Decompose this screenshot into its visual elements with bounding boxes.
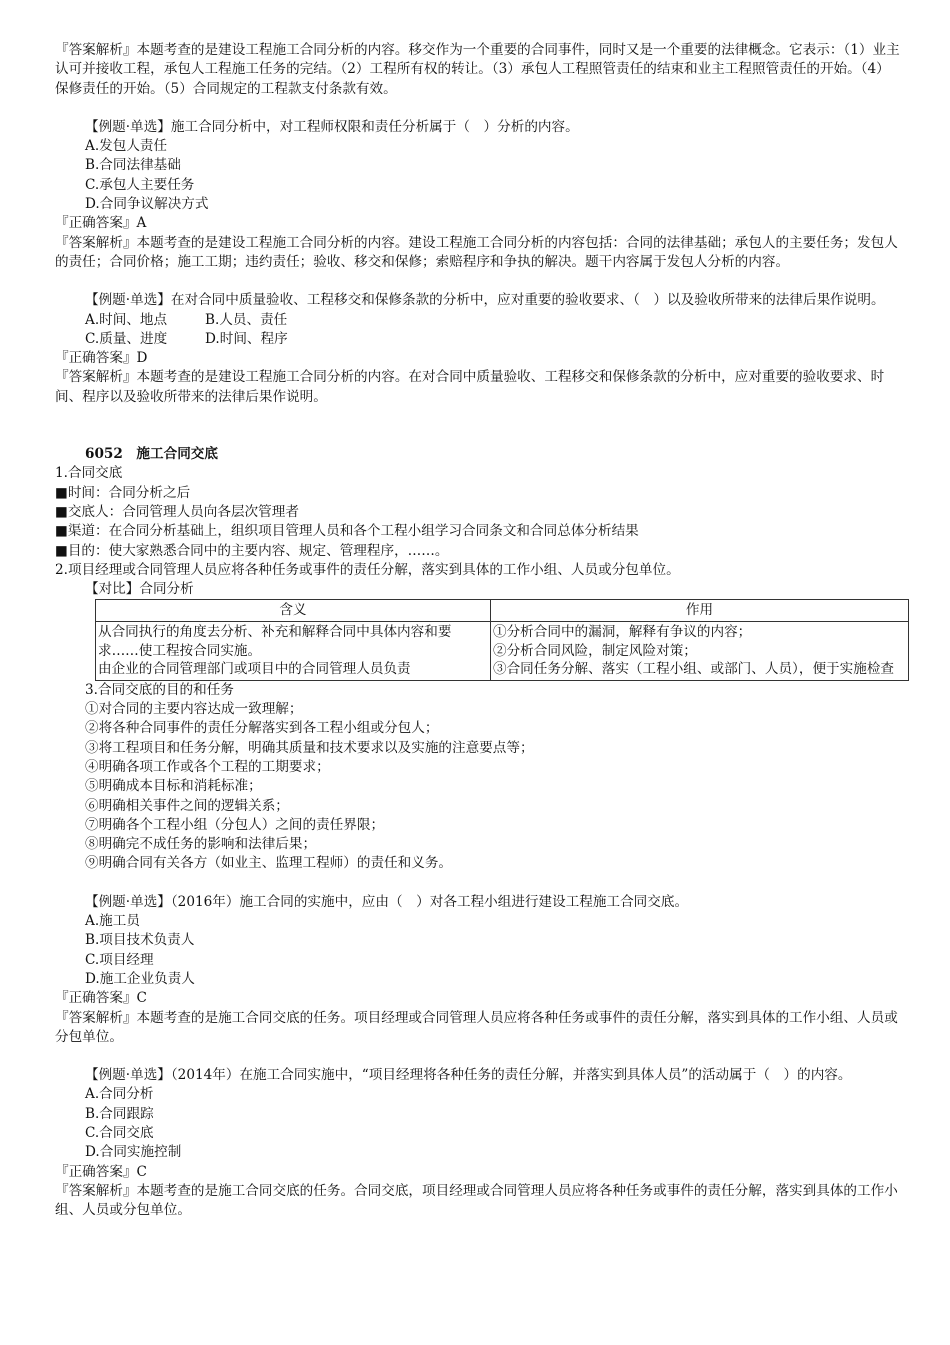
answer-analysis: 『答案解析』本题考查的是建设工程施工合同分析的内容。建设工程施工合同分析的内容包括：合同的法律基础；承包人的主要任务；发包人的责任；合同价格；施工工期；违约责任；验收、移交和保修；索赔程序和争执的解决。题干内容属于发包人分析的内容。 xyxy=(55,234,898,270)
cell-line: ②分析合同风险，制定风险对策； xyxy=(493,642,697,659)
correct-answer: 『正确答案』C xyxy=(55,1163,147,1180)
question-text: 【例题·单选】（2016年）施工合同的实施中，应由（ ）对各工程小组进行建设工程施工合同交底。 xyxy=(85,893,689,910)
subsection-title: 1.合同交底 xyxy=(55,465,123,482)
table-row xyxy=(96,622,909,681)
option: B.合同跟踪 xyxy=(85,1105,154,1122)
cell-line: 从合同执行的角度去分析、补充和解释合同中具体内容和要求……使工程按合同实施。 xyxy=(98,624,452,659)
subsection-title: 3.合同交底的目的和任务 xyxy=(85,681,234,698)
goal-item: ③将工程项目和任务分解，明确其质量和技术要求以及实施的注意要点等； xyxy=(85,739,534,756)
option: B.人员、责任 xyxy=(205,311,288,328)
bullet-item: ■交底人：合同管理人员向各层次管理者 xyxy=(55,503,299,520)
question-text: 【例题·单选】施工合同分析中，对工程师权限和责任分析属于（ ）分析的内容。 xyxy=(85,118,579,135)
answer-analysis: 『答案解析』本题考查的是施工合同交底的任务。合同交底，项目经理或合同管理人员应将各种任务或事件的责任分解，落实到具体的工作小组、人员或分包单位。 xyxy=(55,1182,898,1219)
goal-item: ⑦明确各个工程小组（分包人）之间的责任界限； xyxy=(85,816,385,833)
bullet-item: ■时间：合同分析之后 xyxy=(55,484,191,501)
table-header-row xyxy=(96,600,909,622)
goal-item: ④明确各项工作或各个工程的工期要求； xyxy=(85,758,330,775)
option: C.项目经理 xyxy=(85,951,154,968)
bullet-item: ■渠道：在合同分析基础上，组织项目管理人员和各个工程小组学习合同条文和合同总体分析结果 xyxy=(55,523,639,540)
option: D.时间、程序 xyxy=(205,330,288,347)
answer-analysis: 『答案解析』本题考查的是建设工程施工合同分析的内容。在对合同中质量验收、工程移交和保修条款的分析中，应对重要的验收要求、时间、程序以及验收所带来的法律后果作说明。 xyxy=(55,369,885,405)
goal-item: ②将各种合同事件的责任分解落实到各工程小组或分包人； xyxy=(85,720,439,737)
question-text: 【例题·单选】在对合同中质量验收、工程移交和保修条款的分析中，应对重要的验收要求、（ ）以及验收所带来的法律后果作说明。 xyxy=(85,292,885,309)
option: A.发包人责任 xyxy=(85,138,168,155)
correct-answer: 『正确答案』C xyxy=(55,990,147,1007)
goal-item: ⑤明确成本目标和消耗标准； xyxy=(85,778,262,795)
option: A.合同分析 xyxy=(85,1086,154,1103)
comparison-table xyxy=(95,599,909,680)
bullet-item: ■目的：使大家熟悉合同中的主要内容、规定、管理程序，……。 xyxy=(55,542,449,559)
option: D.施工企业负责人 xyxy=(85,970,195,987)
option-row xyxy=(55,330,900,349)
cell-line: ①分析合同中的漏洞，解释有争议的内容； xyxy=(493,624,752,641)
answer-analysis: 『答案解析』本题考查的是建设工程施工合同分析的内容。移交作为一个重要的合同事件，同时又是一个重要的法律概念。它表示：（1）业主认可并接收工程，承包人工程施工任务的完结。（2）工程所有权的转让。（3）承包人工程照管责任的结束和业主工程照管责任的开始。（4）保修责任的开始。（5）合同规定的工程款支付条款有效。 xyxy=(55,42,900,97)
compare-label: 【对比】合同分析 xyxy=(85,581,194,598)
subsection-item: 2.项目经理或合同管理人员应将各种任务或事件的责任分解，落实到具体的工作小组、人员或分包单位。 xyxy=(55,561,680,578)
correct-answer: 『正确答案』A xyxy=(55,215,147,232)
option: C.质量、进度 xyxy=(85,330,168,347)
table-header: 作用 xyxy=(491,600,909,622)
table-cell-meaning xyxy=(96,622,491,681)
section-heading: 6052 施工合同交底 xyxy=(85,446,218,463)
option: B.合同法律基础 xyxy=(85,157,181,174)
option: C.承包人主要任务 xyxy=(85,176,195,193)
option: C.合同交底 xyxy=(85,1125,154,1142)
table-header: 含义 xyxy=(96,600,491,622)
goal-item: ⑨明确合同有关各方（如业主、监理工程师）的责任和义务。 xyxy=(85,855,453,872)
option: B.项目技术负责人 xyxy=(85,932,195,949)
option: A.施工员 xyxy=(85,913,140,930)
cell-line: 由企业的合同管理部门或项目中的合同管理人员负责 xyxy=(98,661,411,678)
cell-line: ③合同任务分解、落实（工程小组、或部门、人员），便于实施检查 xyxy=(493,661,895,678)
option: D.合同争议解决方式 xyxy=(85,196,209,213)
goal-item: ⑧明确完不成任务的影响和法律后果； xyxy=(85,836,317,853)
document-page xyxy=(55,41,900,1221)
option: D.合同实施控制 xyxy=(85,1144,182,1161)
option-row xyxy=(55,311,900,330)
goal-item: ①对合同的主要内容达成一致理解； xyxy=(85,701,303,718)
table-cell-function xyxy=(491,622,909,681)
correct-answer: 『正确答案』D xyxy=(55,350,148,367)
goal-item: ⑥明确相关事件之间的逻辑关系； xyxy=(85,797,289,814)
question-text: 【例题·单选】（2014年）在施工合同实施中，“项目经理将各种任务的责任分解，并落实到具体人员”的活动属于（ ）的内容。 xyxy=(85,1067,852,1084)
option: A.时间、地点 xyxy=(85,311,168,328)
answer-analysis: 『答案解析』本题考查的是施工合同交底的任务。项目经理或合同管理人员应将各种任务或事件的责任分解，落实到具体的工作小组、人员或分包单位。 xyxy=(55,1009,898,1045)
